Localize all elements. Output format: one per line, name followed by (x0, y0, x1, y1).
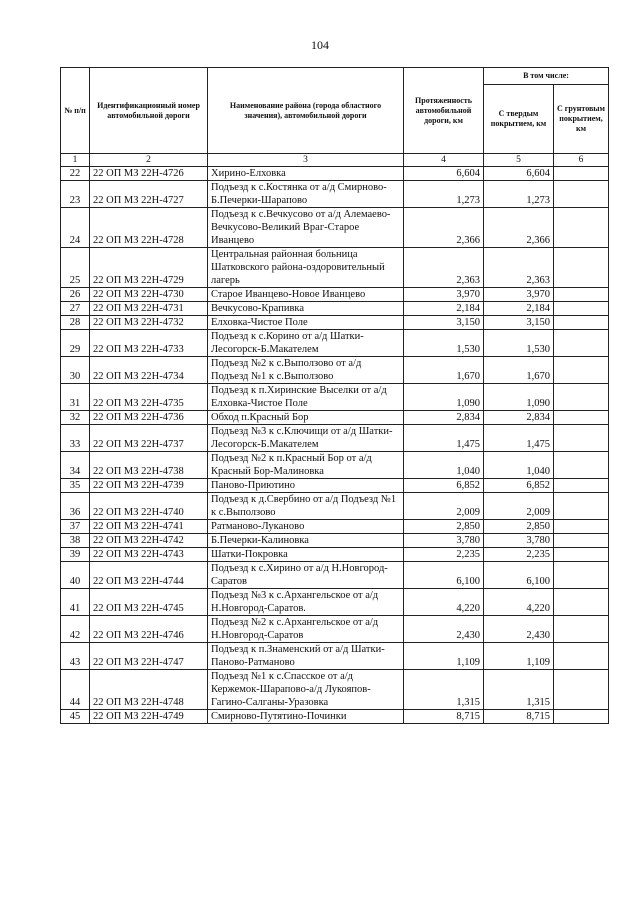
road-id: 22 ОП МЗ 22Н-4749 (90, 710, 208, 724)
soil-surface-length (554, 425, 609, 452)
road-length: 2,834 (404, 411, 484, 425)
road-id: 22 ОП МЗ 22Н-4732 (90, 316, 208, 330)
soil-surface-length (554, 208, 609, 248)
soil-surface-length (554, 330, 609, 357)
road-length: 3,970 (404, 288, 484, 302)
table-row (61, 452, 609, 479)
row-number: 31 (61, 384, 90, 411)
road-name: Подъезд к п.Знаменский от а/д Шатки-Паново-Ратманово (208, 643, 404, 670)
hard-surface-length: 1,315 (484, 670, 554, 710)
road-length: 1,090 (404, 384, 484, 411)
header-hard-surface: С твердым покрытием, км (484, 85, 554, 154)
table-row (61, 520, 609, 534)
hard-surface-length: 2,363 (484, 248, 554, 288)
hard-surface-length: 3,970 (484, 288, 554, 302)
page-number: 104 (311, 38, 329, 52)
table-row (61, 167, 609, 181)
column-number-3: 3 (208, 154, 404, 167)
road-length: 1,273 (404, 181, 484, 208)
road-length: 2,235 (404, 548, 484, 562)
table-row (61, 208, 609, 248)
road-length: 1,475 (404, 425, 484, 452)
row-number: 22 (61, 167, 90, 181)
table-row (61, 302, 609, 316)
row-number: 36 (61, 493, 90, 520)
row-number: 27 (61, 302, 90, 316)
row-number: 33 (61, 425, 90, 452)
road-id: 22 ОП МЗ 22Н-4743 (90, 548, 208, 562)
road-id: 22 ОП МЗ 22Н-4748 (90, 670, 208, 710)
road-length: 6,852 (404, 479, 484, 493)
road-id: 22 ОП МЗ 22Н-4744 (90, 562, 208, 589)
road-name: Подъезд к п.Хиринские Выселки от а/д Елховка-Чистое Поле (208, 384, 404, 411)
hard-surface-length: 2,430 (484, 616, 554, 643)
hard-surface-length: 6,604 (484, 167, 554, 181)
row-number: 25 (61, 248, 90, 288)
table-row (61, 493, 609, 520)
road-name: Смирново-Путятино-Починки (208, 710, 404, 724)
soil-surface-length (554, 493, 609, 520)
road-length: 3,780 (404, 534, 484, 548)
header-including: В том числе: (484, 68, 609, 85)
road-name: Паново-Приютино (208, 479, 404, 493)
soil-surface-length (554, 616, 609, 643)
road-length: 1,670 (404, 357, 484, 384)
road-name: Подъезд №2 к п.Красный Бор от а/д Красный Бор-Малиновка (208, 452, 404, 479)
row-number: 39 (61, 548, 90, 562)
row-number: 41 (61, 589, 90, 616)
road-name: Хирино-Елховка (208, 167, 404, 181)
road-name: Шатки-Покровка (208, 548, 404, 562)
road-id: 22 ОП МЗ 22Н-4727 (90, 181, 208, 208)
table-row (61, 643, 609, 670)
road-length: 3,150 (404, 316, 484, 330)
soil-surface-length (554, 670, 609, 710)
road-length: 4,220 (404, 589, 484, 616)
road-id: 22 ОП МЗ 22Н-4734 (90, 357, 208, 384)
soil-surface-length (554, 479, 609, 493)
road-id: 22 ОП МЗ 22Н-4730 (90, 288, 208, 302)
table-row (61, 330, 609, 357)
roads-table (60, 67, 609, 724)
road-id: 22 ОП МЗ 22Н-4736 (90, 411, 208, 425)
soil-surface-length (554, 288, 609, 302)
soil-surface-length (554, 357, 609, 384)
hard-surface-length: 2,366 (484, 208, 554, 248)
table-row (61, 616, 609, 643)
road-length: 2,184 (404, 302, 484, 316)
road-id: 22 ОП МЗ 22Н-4741 (90, 520, 208, 534)
column-number-4: 4 (404, 154, 484, 167)
soil-surface-length (554, 316, 609, 330)
table-row (61, 562, 609, 589)
row-number: 23 (61, 181, 90, 208)
road-length: 1,040 (404, 452, 484, 479)
soil-surface-length (554, 248, 609, 288)
hard-surface-length: 8,715 (484, 710, 554, 724)
road-length: 2,850 (404, 520, 484, 534)
row-number: 32 (61, 411, 90, 425)
row-number: 30 (61, 357, 90, 384)
hard-surface-length: 6,852 (484, 479, 554, 493)
column-number-6: 6 (554, 154, 609, 167)
column-number-1: 1 (61, 154, 90, 167)
soil-surface-length (554, 643, 609, 670)
row-number: 37 (61, 520, 90, 534)
hard-surface-length: 2,834 (484, 411, 554, 425)
road-id: 22 ОП МЗ 22Н-4733 (90, 330, 208, 357)
road-name: Б.Печерки-Калиновка (208, 534, 404, 548)
soil-surface-length (554, 167, 609, 181)
soil-surface-length (554, 181, 609, 208)
hard-surface-length: 1,109 (484, 643, 554, 670)
row-number: 28 (61, 316, 90, 330)
row-number: 38 (61, 534, 90, 548)
row-number: 34 (61, 452, 90, 479)
table-row (61, 411, 609, 425)
header-number: № п/п (61, 68, 90, 154)
table-row (61, 548, 609, 562)
column-number-2: 2 (90, 154, 208, 167)
table-row (61, 181, 609, 208)
road-id: 22 ОП МЗ 22Н-4738 (90, 452, 208, 479)
row-number: 35 (61, 479, 90, 493)
hard-surface-length: 2,235 (484, 548, 554, 562)
column-number-5: 5 (484, 154, 554, 167)
road-id: 22 ОП МЗ 22Н-4745 (90, 589, 208, 616)
road-id: 22 ОП МЗ 22Н-4735 (90, 384, 208, 411)
road-length: 2,363 (404, 248, 484, 288)
table-row (61, 670, 609, 710)
road-length: 2,366 (404, 208, 484, 248)
hard-surface-length: 1,090 (484, 384, 554, 411)
header-road-name: Наименование района (города областного значения), автомобильной дороги (208, 68, 404, 154)
road-id: 22 ОП МЗ 22Н-4746 (90, 616, 208, 643)
hard-surface-length: 2,184 (484, 302, 554, 316)
table-row (61, 534, 609, 548)
hard-surface-length: 1,273 (484, 181, 554, 208)
road-id: 22 ОП МЗ 22Н-4731 (90, 302, 208, 316)
road-name: Центральная районная больница Шатковского района-оздоровительный лагерь (208, 248, 404, 288)
road-id: 22 ОП МЗ 22Н-4729 (90, 248, 208, 288)
soil-surface-length (554, 452, 609, 479)
header-soil-surface: С грунтовым покрытием, км (554, 85, 609, 154)
road-id: 22 ОП МЗ 22Н-4726 (90, 167, 208, 181)
hard-surface-length: 1,530 (484, 330, 554, 357)
road-length: 6,604 (404, 167, 484, 181)
road-id: 22 ОП МЗ 22Н-4728 (90, 208, 208, 248)
road-name: Елховка-Чистое Поле (208, 316, 404, 330)
soil-surface-length (554, 710, 609, 724)
table-row (61, 479, 609, 493)
soil-surface-length (554, 589, 609, 616)
road-name: Ратманово-Лукановo (208, 520, 404, 534)
hard-surface-length: 4,220 (484, 589, 554, 616)
hard-surface-length: 1,475 (484, 425, 554, 452)
road-length: 1,109 (404, 643, 484, 670)
road-name: Подъезд №1 к с.Спасское от а/д Кержемок-Шарапово-а/д Лукояпов-Гагино-Салганы-Уразовка (208, 670, 404, 710)
road-name: Подъезд к с.Вечкусово от а/д Алемаево-Вечкусово-Великий Враг-Старое Иванцево (208, 208, 404, 248)
table-row (61, 425, 609, 452)
table-row (61, 710, 609, 724)
row-number: 42 (61, 616, 90, 643)
road-name: Обход п.Красный Бор (208, 411, 404, 425)
road-id: 22 ОП МЗ 22Н-4737 (90, 425, 208, 452)
row-number: 44 (61, 670, 90, 710)
hard-surface-length: 3,150 (484, 316, 554, 330)
soil-surface-length (554, 302, 609, 316)
road-length: 1,530 (404, 330, 484, 357)
hard-surface-length: 3,780 (484, 534, 554, 548)
soil-surface-length (554, 562, 609, 589)
row-number: 29 (61, 330, 90, 357)
hard-surface-length: 1,040 (484, 452, 554, 479)
table-row (61, 589, 609, 616)
road-length: 6,100 (404, 562, 484, 589)
road-name: Подъезд №2 к с.Выползово от а/д Подъезд №1 к с.Выползово (208, 357, 404, 384)
soil-surface-length (554, 411, 609, 425)
road-id: 22 ОП МЗ 22Н-4740 (90, 493, 208, 520)
road-name: Подъезд к с.Хирино от а/д Н.Новгород-Саратов (208, 562, 404, 589)
soil-surface-length (554, 534, 609, 548)
header-length: Протяженность автомобильной дороги, км (404, 68, 484, 154)
road-name: Подъезд к с.Корино от а/д Шатки-Лесогорск-Б.Макателем (208, 330, 404, 357)
road-length: 2,009 (404, 493, 484, 520)
road-rows (61, 167, 609, 724)
road-name: Старое Иванцево-Новое Иванцево (208, 288, 404, 302)
table-row (61, 357, 609, 384)
road-name: Подъезд к д.Свербино от а/д Подъезд №1 к с.Выползово (208, 493, 404, 520)
road-length: 8,715 (404, 710, 484, 724)
road-name: Вечкусово-Крапивка (208, 302, 404, 316)
table-row (61, 384, 609, 411)
hard-surface-length: 2,850 (484, 520, 554, 534)
table-row (61, 288, 609, 302)
road-id: 22 ОП МЗ 22Н-4739 (90, 479, 208, 493)
row-number: 40 (61, 562, 90, 589)
table-row (61, 316, 609, 330)
road-length: 1,315 (404, 670, 484, 710)
road-name: Подъезд №3 к с.Архангельское от а/д Н.Новгород-Саратов. (208, 589, 404, 616)
row-number: 45 (61, 710, 90, 724)
soil-surface-length (554, 548, 609, 562)
road-name: Подъезд к с.Костянка от а/д Смирново-Б.Печерки-Шарапово (208, 181, 404, 208)
road-id: 22 ОП МЗ 22Н-4742 (90, 534, 208, 548)
header-road-id: Идентификационный номер автомобильной дороги (90, 68, 208, 154)
road-length: 2,430 (404, 616, 484, 643)
hard-surface-length: 1,670 (484, 357, 554, 384)
road-name: Подъезд №3 к с.Ключищи от а/д Шатки-Лесогорск-Б.Макателем (208, 425, 404, 452)
row-number: 26 (61, 288, 90, 302)
soil-surface-length (554, 384, 609, 411)
road-id: 22 ОП МЗ 22Н-4747 (90, 643, 208, 670)
hard-surface-length: 2,009 (484, 493, 554, 520)
table-row (61, 248, 609, 288)
road-name: Подъезд №2 к с.Архангельское от а/д Н.Новгород-Саратов (208, 616, 404, 643)
soil-surface-length (554, 520, 609, 534)
hard-surface-length: 6,100 (484, 562, 554, 589)
row-number: 43 (61, 643, 90, 670)
row-number: 24 (61, 208, 90, 248)
